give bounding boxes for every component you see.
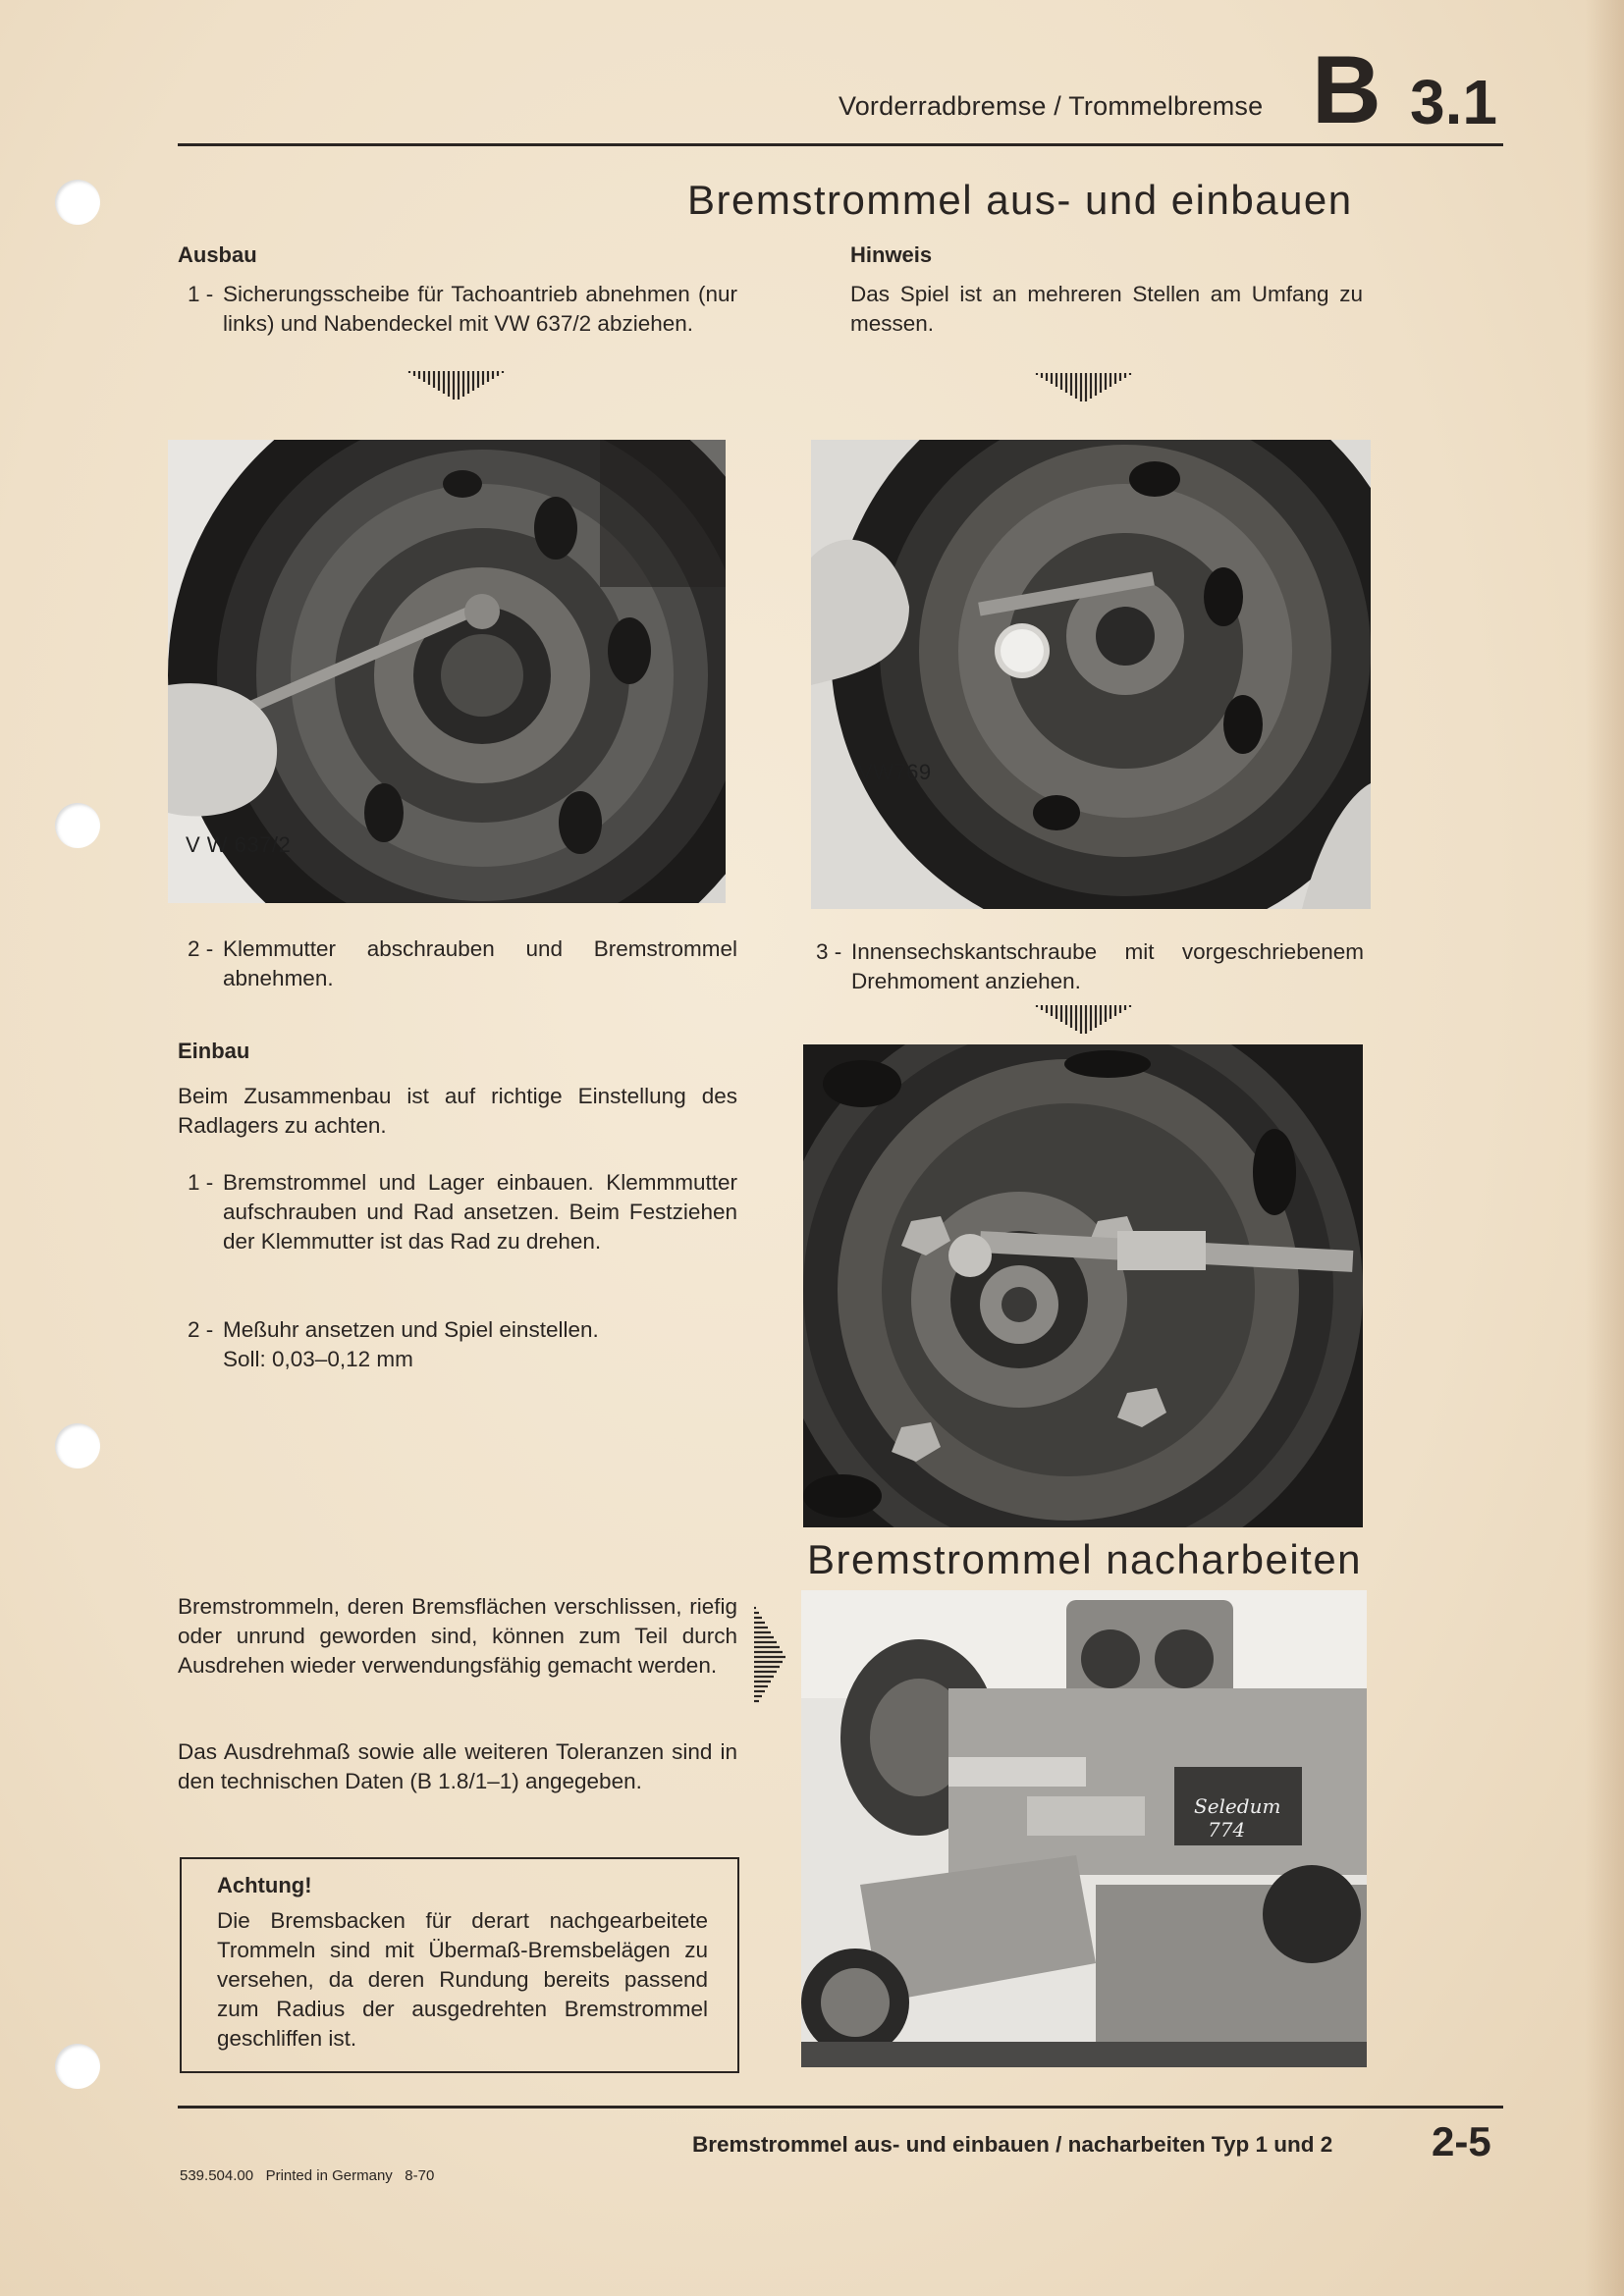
einbau-step-2	[188, 1315, 737, 1374]
photo-torque-wrench	[803, 1044, 1363, 1527]
photo-hubcap-removal	[168, 440, 726, 903]
header-rule	[178, 143, 1503, 146]
step-text-line: Meßuhr ansetzen und Spiel einstellen.	[223, 1317, 599, 1342]
machine-brand-label: Seledum	[1194, 1794, 1281, 1818]
hinweis-text: Das Spiel ist an mehreren Stellen am Umfang zu messen.	[850, 282, 1363, 336]
page-number: 2-5	[1432, 2118, 1491, 2164]
chapter-title: Vorderradbremse / Trommelbremse	[839, 91, 1264, 121]
photo-drum-lathe	[801, 1590, 1367, 2067]
step-number: 2 -	[188, 936, 214, 961]
einbau-step-1	[188, 1168, 737, 1256]
punch-hole	[55, 803, 100, 848]
arrow-down-icon	[407, 367, 506, 402]
print-note: 539.504.00 Printed in Germany 8-70	[180, 2167, 435, 2184]
footer-rule	[178, 2106, 1503, 2109]
punch-hole	[55, 180, 100, 225]
arrow-right-icon	[752, 1606, 791, 1706]
einbau-heading: Einbau	[178, 1039, 250, 1063]
punch-hole	[55, 2044, 100, 2089]
tool-label-vw769: VW769	[858, 760, 932, 784]
einbau-intro: Beim Zusammenbau ist auf richtige Einstellung des Radlagers zu achten.	[178, 1084, 737, 1138]
footer-title: Bremstrommel aus- und einbauen / nacharbeiten Typ 1 und 2	[692, 2132, 1333, 2157]
arrow-down-icon	[1035, 369, 1133, 404]
step-number: 2 -	[188, 1317, 214, 1342]
ausbau-step-2	[188, 934, 737, 993]
section-number: 3.1	[1410, 67, 1497, 137]
hinweis-heading: Hinweis	[850, 242, 933, 267]
nacharbeiten-paragraph-1: Bremstrommeln, deren Bremsflächen verschlissen, riefig oder unrund geworden sind, können zum Teil durch Ausdrehen wieder verwendungsfähig gemacht werden.	[178, 1594, 737, 1678]
photo-dial-gauge	[811, 440, 1371, 909]
nacharbeiten-paragraph-2: Das Ausdrehmaß sowie alle weiteren Toleranzen sind in den technischen Daten (B 1.8/1–1) angegeben.	[178, 1739, 737, 1793]
section-title-ausbau-einbau: Bremstrommel aus- und einbauen	[687, 177, 1353, 223]
step-3	[816, 937, 1364, 996]
spec-value: Soll: 0,03–0,12 mm	[223, 1347, 413, 1371]
step-number: 1 -	[188, 282, 214, 306]
step-number: 1 -	[188, 1170, 214, 1195]
page-edge-shadow	[1585, 0, 1624, 2296]
step-text: Bremstrommel und Lager einbauen. Klemmmutter aufschrauben und Rad ansetzen. Beim Festziehen der Klemmutter ist das Rad zu drehen.	[223, 1170, 737, 1254]
caution-box	[180, 1857, 739, 2073]
ausbau-step-1	[188, 280, 737, 339]
step-number: 3 -	[816, 939, 842, 964]
section-letter: B	[1312, 35, 1381, 143]
step-text	[223, 1315, 737, 1374]
step-text: Innensechskantschraube mit vorgeschriebenem Drehmoment anziehen.	[851, 939, 1364, 993]
ausbau-heading: Ausbau	[178, 242, 257, 267]
machine-model-label: 774	[1208, 1818, 1246, 1842]
caution-heading: Achtung!	[217, 1873, 312, 1897]
punch-hole	[55, 1423, 100, 1468]
arrow-down-icon	[1035, 1001, 1133, 1037]
section-title-nacharbeiten: Bremstrommel nacharbeiten	[807, 1536, 1363, 1582]
tool-label-vw637: V W 637/2	[186, 832, 292, 857]
caution-text: Die Bremsbacken für derart nachgearbeitete Trommeln sind mit Übermaß-Bremsbelägen zu versehen, da deren Rundung bereits passend zum Radius der ausgedrehten Bremstrommel geschliffen ist.	[217, 1908, 708, 2051]
step-text: Sicherungsscheibe für Tachoantrieb abnehmen (nur links) und Nabendeckel mit VW 637/2 abziehen.	[223, 282, 737, 336]
step-text: Klemmutter abschrauben und Bremstrommel abnehmen.	[223, 936, 737, 990]
